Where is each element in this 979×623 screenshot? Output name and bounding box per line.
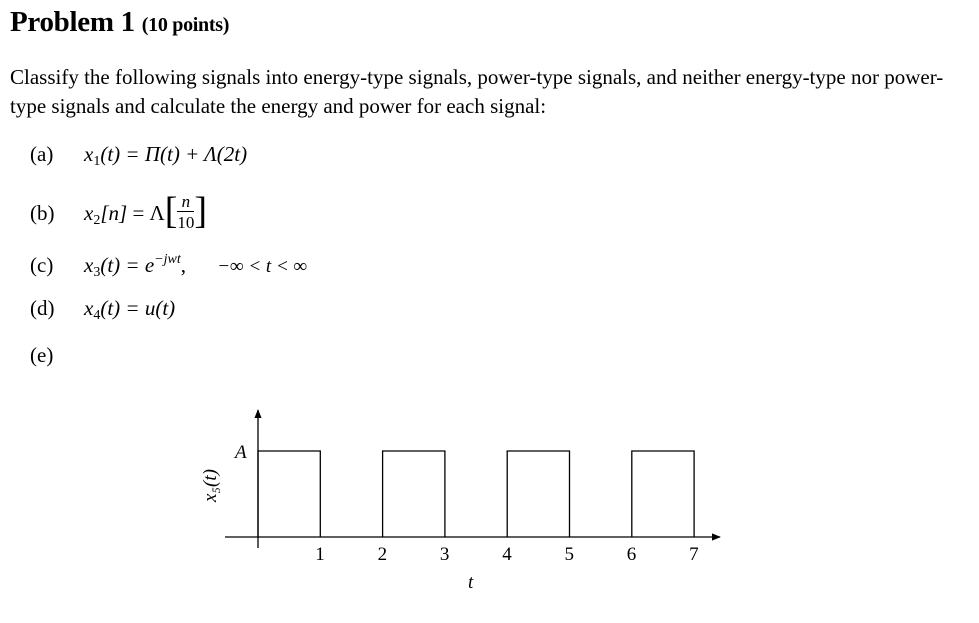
pulse-group xyxy=(258,451,694,537)
item-d-label: (d) xyxy=(30,296,55,320)
item-c: (c) $x_3(t) = e^{-jwt}$, −∞ < t < ∞ xyxy=(30,252,308,280)
item-a-var: x xyxy=(84,142,94,166)
item-b-sub: 2 xyxy=(93,212,101,228)
item-b-label: (b) xyxy=(30,200,55,225)
item-a-sub: 1 xyxy=(93,154,101,169)
amplitude-label: A xyxy=(235,442,247,463)
item-c-label: (c) xyxy=(30,253,54,277)
left-bracket: [ xyxy=(164,190,178,232)
pulse-1 xyxy=(258,451,320,537)
item-c-var: x xyxy=(84,253,94,277)
right-bracket: ] xyxy=(194,190,208,232)
item-b-arg: [n] xyxy=(100,200,128,225)
frac-denominator: 10 xyxy=(177,213,195,232)
tick-label-3: 3 xyxy=(439,544,450,565)
frac-numerator: n xyxy=(181,192,191,211)
item-c-range: −∞ < t < ∞ xyxy=(217,256,308,277)
item-c-sub: 3 xyxy=(93,265,101,280)
problem-heading: Problem 1 xyxy=(10,6,135,38)
pulse-4 xyxy=(632,451,694,537)
tick-label-5: 5 xyxy=(564,544,574,565)
item-c-rhs: = e xyxy=(125,253,155,277)
tick-label-2: 2 xyxy=(377,544,388,565)
item-b-rhs: = Λ xyxy=(132,200,165,225)
item-b-var: x xyxy=(84,200,94,225)
item-d-rhs: = u(t) xyxy=(125,296,176,320)
item-d-sub: 4 xyxy=(93,308,101,323)
item-e-label: (e) xyxy=(30,343,54,367)
item-a-arg: (t) xyxy=(100,142,121,166)
item-d-arg: (t) xyxy=(100,296,121,320)
x-axis-label: t xyxy=(468,572,474,593)
problem-intro: Classify the following signals into energy-type signals, power-type signals, and neither energy-type nor power-type signals and calculate the energy and power for each signal: xyxy=(10,65,944,118)
item-d-var: x xyxy=(84,296,94,320)
tick-label-1: 1 xyxy=(315,544,325,565)
item-c-exponent: −jwt xyxy=(154,252,181,267)
y-axis-label: x₅(t) xyxy=(200,469,221,502)
pulse-3 xyxy=(507,451,569,537)
tick-label-7: 7 xyxy=(689,544,699,565)
item-c-arg: (t) xyxy=(100,253,121,277)
item-a-rhs: = Π(t) + Λ(2t) xyxy=(125,142,248,166)
item-a-label: (a) xyxy=(30,142,54,166)
problem-points: (10 points) xyxy=(141,14,230,36)
tick-labels xyxy=(315,544,698,565)
tick-label-4: 4 xyxy=(502,544,512,565)
tick-label-6: 6 xyxy=(626,544,637,565)
pulse-2 xyxy=(383,451,445,537)
